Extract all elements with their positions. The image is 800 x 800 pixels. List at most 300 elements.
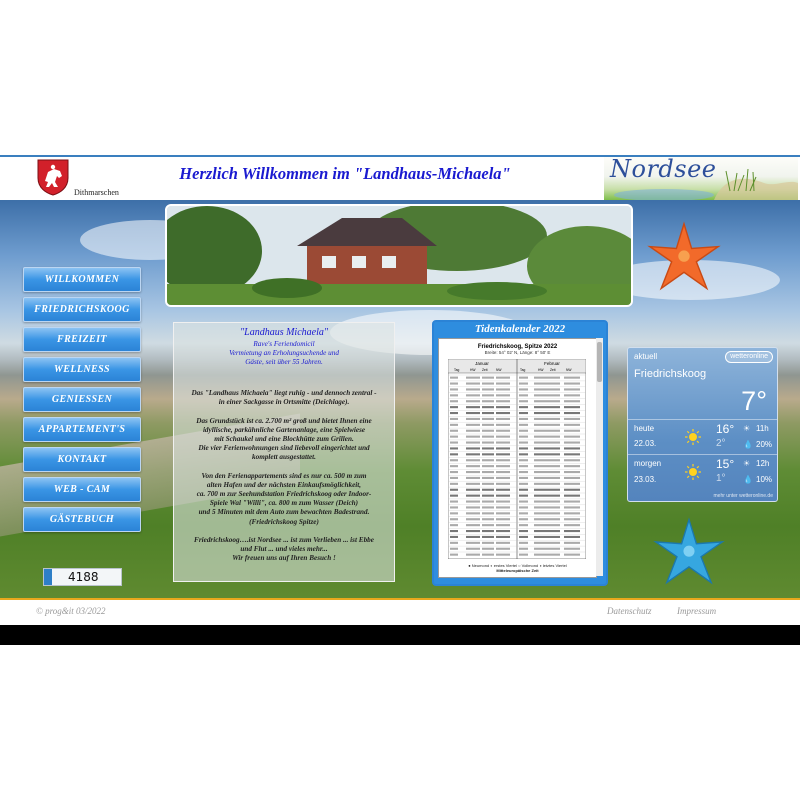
tide-fine-print: [519, 453, 528, 455]
tide-fine-print: [466, 424, 480, 426]
tide-fine-print: [450, 536, 458, 538]
tide-fine-print: [564, 471, 580, 473]
tide-fine-print: [519, 530, 528, 532]
tide-fine-print: [548, 442, 560, 444]
tide-fine-print: [519, 412, 528, 414]
tide-fine-print: [466, 412, 480, 414]
tide-fine-print: [564, 436, 580, 438]
tide-fine-print: [496, 536, 510, 538]
tide-fine-print: [564, 465, 580, 467]
tide-fine-print: [450, 377, 458, 379]
nav-friedrichskoog[interactable]: FRIEDRICHSKOOG: [23, 297, 141, 322]
tide-fine-print: [496, 453, 510, 455]
tide-fine-print: [482, 459, 494, 461]
tide-fine-print: [450, 548, 458, 550]
tide-fine-print: [496, 418, 510, 420]
tide-fine-print: [482, 495, 494, 497]
tide-fine-print: [450, 477, 458, 479]
bottom-bar: [0, 625, 800, 645]
tide-fine-print: [466, 442, 480, 444]
house-photo: [165, 204, 633, 307]
tide-fine-print: [466, 383, 480, 385]
tide-fine-print: [496, 548, 510, 550]
nav-gaestebuch[interactable]: GÄSTEBUCH: [23, 507, 141, 532]
weather-day-date: 23.03.: [634, 475, 657, 484]
tide-fine-print: [466, 436, 480, 438]
intro-line: Von den Ferienappartements sind es nur ca. 500 m zum: [201, 471, 367, 480]
tide-fine-print: [534, 377, 548, 379]
tide-fine-print: [450, 394, 458, 396]
tide-fine-print: [496, 471, 510, 473]
nav-geniessen[interactable]: GENIESSEN: [23, 387, 141, 412]
copyright-text: © prog&it 03/2022: [36, 606, 106, 616]
tide-fine-print: [482, 388, 494, 390]
tide-fine-print: [482, 489, 494, 491]
tide-fine-print: [482, 418, 494, 420]
tide-fine-print: [564, 430, 580, 432]
tide-fine-print: [466, 536, 480, 538]
tide-sheet-footer: [439, 563, 596, 573]
tide-fine-print: [466, 501, 480, 503]
tide-fine-print: [564, 554, 580, 556]
tide-fine-print: [548, 406, 560, 408]
weather-low-temp: 2°: [716, 438, 726, 449]
tide-fine-print: [450, 465, 458, 467]
tide-fine-print: [548, 489, 560, 491]
tide-fine-print: [482, 400, 494, 402]
tide-fine-print: [564, 477, 580, 479]
tide-fine-print: [548, 554, 560, 556]
tide-fine-print: [534, 447, 548, 449]
weather-divider: [628, 454, 777, 455]
tide-fine-print: [496, 518, 510, 520]
tide-col-hw-1: HW: [470, 368, 476, 372]
tide-fine-print: [482, 412, 494, 414]
tide-fine-print: [482, 377, 494, 379]
tide-fine-print: [564, 489, 580, 491]
intro-line: und 5 Minuten mit dem Auto zum bewachten Badestrand.: [198, 508, 370, 517]
tide-fine-print: [534, 383, 548, 385]
tide-fine-print: [548, 394, 560, 396]
tide-fine-print: [564, 442, 580, 444]
tide-fine-print: [519, 501, 528, 503]
sunshine-icon: ☀: [743, 424, 751, 433]
tide-col-tag-1: Tag: [454, 368, 460, 372]
nav-appartements[interactable]: APPARTEMENT'S: [23, 417, 141, 442]
sun-icon: [685, 429, 701, 445]
nav-web-cam[interactable]: WEB - CAM: [23, 477, 141, 502]
tide-fine-print: [482, 383, 494, 385]
tide-fine-print: [466, 554, 480, 556]
tide-fine-print: [534, 512, 548, 514]
tide-col-hw-2: HW: [538, 368, 544, 372]
tide-fine-print: [450, 483, 458, 485]
tide-table-grid: [448, 359, 586, 559]
tide-fine-print: [519, 489, 528, 491]
tide-fine-print: [564, 418, 580, 420]
intro-line: (Friedrichskoog Spitze): [249, 517, 319, 526]
tide-fine-print: [519, 436, 528, 438]
tide-fine-print: [548, 388, 560, 390]
tide-fine-print: [548, 412, 560, 414]
tide-table-document[interactable]: [438, 338, 597, 578]
tide-fine-print: [466, 406, 480, 408]
tide-fine-print: [564, 377, 580, 379]
tide-fine-print: [534, 436, 548, 438]
weather-sun-hours: 12h: [756, 459, 770, 468]
tide-fine-print: [548, 512, 560, 514]
tide-fine-print: [519, 447, 528, 449]
tide-fine-print: [548, 436, 560, 438]
tide-fine-print: [519, 383, 528, 385]
tide-fine-print: [534, 483, 548, 485]
tide-fine-print: [450, 418, 458, 420]
blue-starfish-decoration: [652, 516, 726, 590]
tide-fine-print: [496, 430, 510, 432]
tide-calendar-title: Tidenkalender 2022: [474, 323, 566, 335]
tide-fine-print: [548, 495, 560, 497]
tide-legend: ● Neumond ◐ erstes Viertel ○ Vollmond ◑ letztes Viertel: [468, 563, 567, 568]
tide-fine-print: [548, 418, 560, 420]
header: [0, 157, 800, 200]
tide-fine-print: [466, 418, 480, 420]
tide-fine-print: [519, 554, 528, 556]
tide-fine-print: [450, 542, 458, 544]
tide-fine-print: [548, 459, 560, 461]
tide-fine-print: [496, 465, 510, 467]
weather-footer-link[interactable]: mehr unter wetteronline.de: [713, 493, 773, 499]
tide-fine-print: [496, 489, 510, 491]
tide-fine-print: [519, 388, 528, 390]
tide-fine-print: [482, 530, 494, 532]
tide-fine-print: [466, 430, 480, 432]
tide-fine-print: [519, 477, 528, 479]
sun-icon: [685, 464, 701, 480]
tide-fine-print: [564, 383, 580, 385]
nav-willkommen[interactable]: WILLKOMMEN: [23, 267, 141, 292]
tide-fine-print: [519, 418, 528, 420]
tide-fine-print: [534, 465, 548, 467]
tide-month-februar: Februar: [544, 361, 560, 366]
tide-fine-print: [496, 447, 510, 449]
tide-fine-print: [496, 400, 510, 402]
tide-fine-print: [496, 542, 510, 544]
tide-fine-print: [519, 548, 528, 550]
tide-fine-print: [496, 377, 510, 379]
weather-high-temp: 16°: [716, 422, 735, 436]
tide-fine-print: [482, 501, 494, 503]
privacy-link[interactable]: Datenschutz: [607, 606, 652, 616]
tide-fine-print: [450, 495, 458, 497]
intro-line: komplett ausgestattet.: [252, 453, 316, 462]
intro-paragraph-property: [174, 417, 394, 463]
tide-fine-print: [534, 418, 548, 420]
tide-fine-print: [466, 471, 480, 473]
rain-drop-icon: 💧: [743, 475, 753, 484]
tide-fine-print: [548, 501, 560, 503]
tide-fine-print: [564, 400, 580, 402]
tide-fine-print: [548, 542, 560, 544]
weather-city: Friedrichskoog: [634, 368, 707, 380]
weather-low-temp: 1°: [716, 473, 726, 484]
intro-line: Friedrichskoog….ist Nordsee ... ist zum Verlieben ... ist Ebbe: [194, 535, 374, 544]
tide-fine-print: [548, 465, 560, 467]
tide-fine-print: [534, 506, 548, 508]
tide-fine-print: [466, 400, 480, 402]
tide-sheet-subtitle: Breite: 54° 02' N, Länge: 8° 50' E: [484, 350, 551, 355]
weather-rain-chance: 10%: [756, 475, 773, 484]
tide-fine-print: [519, 442, 528, 444]
tide-fine-print: [564, 542, 580, 544]
tide-fine-print: [534, 518, 548, 520]
tide-fine-print: [519, 424, 528, 426]
intro-line: ca. 700 m zur Seehundstation Friedrichskoog oder Indoor-: [196, 490, 372, 499]
tide-fine-print: [519, 400, 528, 402]
tide-fine-print: [548, 483, 560, 485]
tide-fine-print: [466, 530, 480, 532]
tide-fine-print: [548, 477, 560, 479]
tide-fine-print: [482, 436, 494, 438]
banner-text: Nordsee: [610, 157, 717, 183]
tide-fine-print: [548, 536, 560, 538]
tide-fine-print: [450, 512, 458, 514]
tide-fine-print: [482, 453, 494, 455]
tide-fine-print: [482, 548, 494, 550]
weather-widget[interactable]: [627, 347, 778, 502]
red-starfish-decoration: [646, 220, 722, 296]
intro-line: in einer Sackgasse in Ortsmitte (Deichlage).: [218, 398, 350, 407]
tide-fine-print: [519, 394, 528, 396]
tide-fine-print: [534, 453, 548, 455]
tide-scrollbar-thumb[interactable]: [597, 342, 602, 382]
tide-fine-print: [482, 483, 494, 485]
weather-rain-chance: 20%: [756, 440, 773, 449]
dune-grass-illustration: [604, 157, 798, 200]
tide-fine-print: [496, 554, 510, 556]
tide-fine-print: [548, 377, 560, 379]
tide-fine-print: [450, 406, 458, 408]
tide-fine-print: [482, 536, 494, 538]
intro-line: idyllische, parkähnliche Gartenanlage, eine Spielwiese: [202, 425, 366, 434]
tide-fine-print: [534, 489, 548, 491]
nav-wellness[interactable]: WELLNESS: [23, 357, 141, 382]
tide-fine-print: [466, 489, 480, 491]
tide-fine-print: [496, 495, 510, 497]
tide-fine-print: [534, 394, 548, 396]
tide-fine-print: [496, 459, 510, 461]
tide-fine-print: [496, 388, 510, 390]
tide-fine-print: [450, 518, 458, 520]
intro-subtitle: [174, 340, 394, 367]
tide-fine-print: [519, 512, 528, 514]
tide-fine-print: [496, 506, 510, 508]
tide-fine-print: [450, 471, 458, 473]
tide-fine-print: [534, 548, 548, 550]
intro-paragraph-location: [174, 389, 394, 407]
tide-fine-print: [450, 524, 458, 526]
intro-line: mit Schaukel und eine Blockhütte zum Grillen.: [214, 435, 354, 444]
tide-fine-print: [564, 530, 580, 532]
tide-fine-print: [564, 447, 580, 449]
tide-fine-print: [482, 394, 494, 396]
tide-fine-print: [482, 524, 494, 526]
tide-fine-print: [534, 536, 548, 538]
tide-fine-print: [482, 542, 494, 544]
tide-fine-print: [564, 512, 580, 514]
tide-fine-print: [548, 400, 560, 402]
tide-fine-print: [564, 412, 580, 414]
tide-fine-print: [466, 542, 480, 544]
page-title: Herzlich Willkommen im "Landhaus-Michaela": [179, 164, 511, 183]
tide-fine-print: [496, 412, 510, 414]
tide-fine-print: [564, 495, 580, 497]
main-background-scene: [0, 200, 800, 598]
intro-title: "Landhaus Michaela": [239, 327, 329, 338]
intro-line: Das "Landhaus Michaela" liegt ruhig - und dennoch zentral -: [191, 389, 377, 398]
tide-fine-print: [482, 518, 494, 520]
rain-drop-icon: 💧: [743, 440, 753, 449]
intro-line: Das Grundstück ist ca. 2.700 m² groß und bietet Ihnen eine: [196, 416, 372, 425]
tide-fine-print: [466, 524, 480, 526]
tide-fine-print: [564, 459, 580, 461]
tide-calendar-widget: [432, 320, 608, 586]
intro-paragraph-distances: [174, 472, 394, 527]
tide-fine-print: [496, 530, 510, 532]
tide-fine-print: [466, 447, 480, 449]
tide-month-januar: Januar: [475, 361, 489, 366]
tide-fine-print: [466, 465, 480, 467]
tide-fine-print: [519, 506, 528, 508]
main-navigation: [23, 267, 141, 537]
tide-fine-print: [548, 447, 560, 449]
tide-fine-print: [496, 424, 510, 426]
tide-fine-print: [450, 388, 458, 390]
tide-fine-print: [534, 495, 548, 497]
intro-line: Wir freuen uns auf Ihren Besuch !: [232, 554, 336, 563]
tide-fine-print: [450, 412, 458, 414]
tide-fine-print: [466, 512, 480, 514]
imprint-link[interactable]: Impressum: [677, 606, 717, 616]
tide-fine-print: [482, 465, 494, 467]
tide-fine-print: [519, 524, 528, 526]
tide-fine-print: [496, 436, 510, 438]
tide-fine-print: [482, 506, 494, 508]
tide-fine-print: [534, 442, 548, 444]
tide-fine-print: [450, 436, 458, 438]
tide-fine-print: [564, 453, 580, 455]
tide-fine-print: [548, 424, 560, 426]
tide-fine-print: [548, 506, 560, 508]
intro-line: Die vier Ferienwohnungen sind liebevoll eingerichtet und: [198, 444, 370, 453]
tide-fine-print: [450, 400, 458, 402]
tide-fine-print: [564, 388, 580, 390]
tide-fine-print: [496, 477, 510, 479]
counter-icon: [44, 569, 52, 585]
weather-divider: [628, 419, 777, 420]
tide-fine-print: [466, 453, 480, 455]
weather-label: aktuell: [634, 352, 658, 361]
tide-fine-print: [450, 530, 458, 532]
tide-fine-print: [519, 377, 528, 379]
weather-sun-hours: 11h: [756, 424, 769, 433]
tide-fine-print: [534, 459, 548, 461]
tide-sheet-title: Friedrichskoog, Spitze 2022: [477, 344, 558, 350]
visitor-counter: [43, 568, 122, 586]
tide-fine-print: [564, 536, 580, 538]
intro-subtitle-line: Vermietung an Erholungsuchende und: [229, 349, 339, 358]
tide-fine-print: [466, 548, 480, 550]
tide-fine-print: [564, 506, 580, 508]
tide-fine-print: [466, 506, 480, 508]
tide-fine-print: [534, 471, 548, 473]
tide-fine-print: [466, 483, 480, 485]
tide-fine-print: [450, 424, 458, 426]
tide-fine-print: [534, 477, 548, 479]
tide-fine-print: [482, 447, 494, 449]
intro-text-box: [173, 322, 395, 582]
tide-fine-print: [519, 495, 528, 497]
tide-col-zeit-2: Zeit: [550, 368, 556, 372]
tide-fine-print: [466, 477, 480, 479]
tide-fine-print: [496, 394, 510, 396]
tide-fine-print: [534, 530, 548, 532]
sunshine-icon: ☀: [743, 459, 751, 468]
house-illustration: [167, 206, 631, 305]
intro-subtitle-line: Gäste, seit über 55 Jahren.: [245, 358, 323, 367]
tide-fine-print: [564, 406, 580, 408]
tide-scrollbar[interactable]: [596, 338, 603, 576]
weather-brand-logo[interactable]: wetteronline: [725, 351, 773, 363]
tide-timezone-note: Mitteleuropäische Zeit: [496, 568, 539, 573]
tide-fine-print: [519, 536, 528, 538]
tide-fine-print: [534, 542, 548, 544]
tide-fine-print: [482, 477, 494, 479]
tide-fine-print: [519, 518, 528, 520]
nav-kontakt[interactable]: KONTAKT: [23, 447, 141, 472]
tide-fine-print: [450, 506, 458, 508]
footer: [0, 598, 800, 625]
tide-fine-print: [450, 442, 458, 444]
weather-day-date: 22.03.: [634, 439, 657, 448]
tide-fine-print: [450, 489, 458, 491]
tide-col-nw-1: NW: [496, 368, 502, 372]
tide-fine-print: [564, 424, 580, 426]
intro-line: Spiele Wal "Willi", ca. 800 m zum Wasser (Deich): [209, 499, 359, 508]
tide-fine-print: [519, 406, 528, 408]
tide-fine-print: [450, 383, 458, 385]
tide-fine-print: [482, 442, 494, 444]
tide-fine-print: [548, 430, 560, 432]
tide-fine-print: [534, 424, 548, 426]
tide-fine-print: [564, 394, 580, 396]
tide-fine-print: [496, 501, 510, 503]
tide-col-tag-2: Tag: [520, 368, 526, 372]
tide-fine-print: [482, 471, 494, 473]
tide-fine-print: [534, 412, 548, 414]
tide-col-zeit-1: Zeit: [482, 368, 488, 372]
tide-fine-print: [519, 430, 528, 432]
tide-fine-print: [564, 518, 580, 520]
nav-freizeit[interactable]: FREIZEIT: [23, 327, 141, 352]
tide-fine-print: [519, 471, 528, 473]
tide-fine-print: [519, 542, 528, 544]
tide-fine-print: [496, 512, 510, 514]
tide-fine-print: [548, 518, 560, 520]
dithmarschen-crest-logo[interactable]: [36, 158, 70, 196]
tide-fine-print: [496, 524, 510, 526]
tide-fine-print: [534, 388, 548, 390]
tide-fine-print: [450, 430, 458, 432]
